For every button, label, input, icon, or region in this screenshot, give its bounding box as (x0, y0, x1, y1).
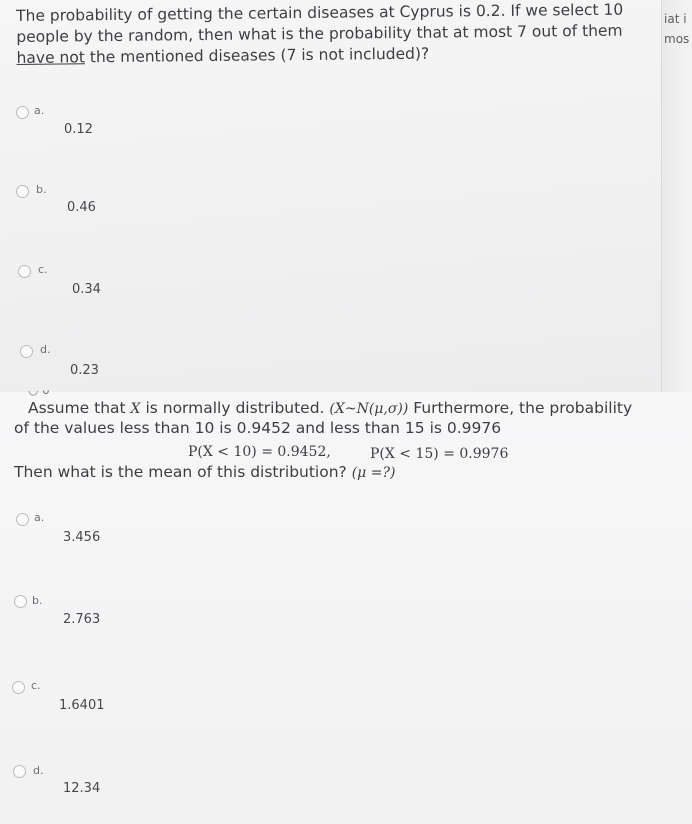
q1-option-c-value: 0.34 (72, 282, 101, 297)
q2-distribution-math: (X~N(μ,σ)) (329, 401, 409, 417)
question-2-photo (0, 392, 692, 824)
q1-option-b-radio[interactable] (16, 185, 29, 198)
q2-option-b-value: 2.763 (63, 612, 101, 627)
question-1-text-b: the mentioned diseases (7 is not included)? (84, 44, 430, 67)
q1-option-b-letter: b. (36, 183, 47, 196)
q2-line-4-a: Then what is the mean of this distribution? (14, 463, 352, 481)
q2-option-d-value: 12.34 (63, 781, 101, 796)
q1-option-a-letter: a. (34, 104, 45, 117)
cropped-text-fragment: ◡ ᴗ (28, 383, 50, 397)
q2-mean-math: (μ =?) (351, 465, 396, 481)
q2-option-b-letter: b. (32, 594, 43, 607)
q2-option-d-radio[interactable] (13, 765, 26, 778)
q2-option-c-radio[interactable] (12, 681, 25, 694)
q2-option-a-radio[interactable] (16, 513, 29, 526)
question-1-text-a: The probability of getting the certain diseases at Cyprus is 0.2. If we select 10 people by the random, then what is the probability that at most 7 out of them (16, 0, 624, 46)
q2-option-a-value: 3.456 (63, 530, 101, 545)
adjacent-page-edge (661, 0, 692, 392)
q2-option-a-letter: a. (34, 511, 45, 524)
q2-line-1-b: is normally distributed. (140, 399, 330, 417)
q2-var-x: X (130, 401, 141, 417)
edge-text-1: iat i (664, 12, 687, 26)
q2-equation-2: P(X < 15) = 0.9976 (370, 446, 509, 462)
question-1-underlined: have not (16, 48, 85, 67)
q1-option-d-value: 0.23 (70, 363, 99, 378)
q2-option-c-value: 1.6401 (59, 698, 105, 713)
q2-line-4 (14, 461, 395, 484)
q1-option-c-radio[interactable] (18, 265, 31, 278)
q2-option-d-letter: d. (33, 764, 44, 777)
q2-option-b-radio[interactable] (14, 595, 27, 608)
edge-text-2: mos (664, 32, 690, 46)
q1-option-a-radio[interactable] (16, 106, 29, 119)
q1-option-a-value: 0.12 (64, 122, 93, 137)
question-1-text (16, 0, 647, 69)
q2-line-1-c: Furthermore, the probability (408, 399, 633, 417)
q1-option-d-radio[interactable] (20, 345, 33, 358)
q2-option-c-letter: c. (31, 679, 41, 692)
q2-line-2: of the values less than 10 is 0.9452 and less than 15 is 0.9976 (14, 419, 502, 437)
q2-equation-1: P(X < 10) = 0.9452, (188, 444, 331, 460)
q1-option-d-letter: d. (40, 343, 51, 356)
q1-option-c-letter: c. (38, 263, 48, 276)
q1-option-b-value: 0.46 (67, 200, 96, 215)
q2-line-1-a: Assume that (28, 399, 131, 417)
